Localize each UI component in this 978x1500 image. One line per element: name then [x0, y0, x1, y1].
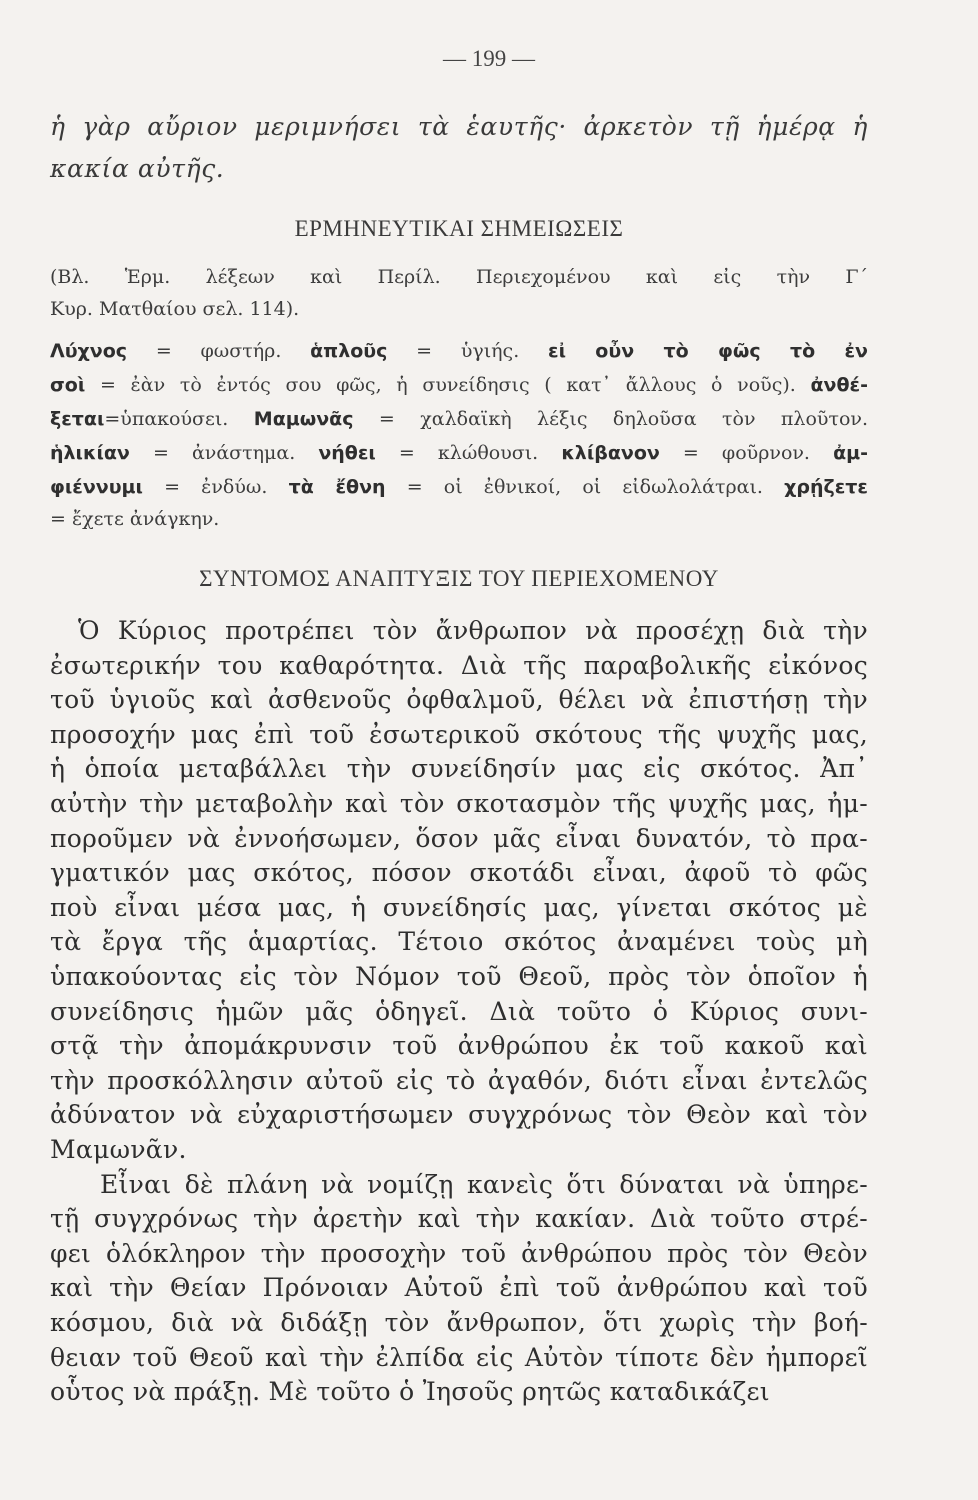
summary-line: τὰ ἔργα τῆς ἁμαρτίας. Τέτοιο σκότος ἀναμένει τοὺς μὴ	[50, 927, 868, 956]
definition: = φοῦρνον.	[659, 442, 834, 464]
notes-ref-line-1: (Βλ. Ἑρμ. λέξεων καὶ Περίλ. Περιεχομένου καὶ εἰς τὴν Γ΄	[50, 266, 868, 288]
summary-line: ἀδύνατον νὰ εὐχαριστήσωμεν συγχρόνως τὸν Θεὸν καὶ τὸν	[50, 1100, 868, 1129]
summary-line: Ὁ Κύριος προτρέπει τὸν ἄνθρωπον νὰ προσέχῃ διὰ τὴν	[78, 616, 868, 645]
summary-line: φει ὁλόκληρον τὴν προσοχὴν τοῦ ἀνθρώπου πρὸς τὸν Θεὸν	[50, 1239, 868, 1268]
term: νήθει	[318, 442, 376, 464]
summary-line: ὑπακούοντας εἰς τὸν Νόμον τοῦ Θεοῦ, πρὸς τὸν ὁποῖον ἡ	[50, 962, 868, 991]
summary-line: στᾷ τὴν ἀπομάκρυνσιν τοῦ ἀνθρώπου ἐκ τοῦ κακοῦ καὶ	[50, 1031, 868, 1060]
summary-line: κόσμου, διὰ νὰ διδάξῃ τὸν ἄνθρωπον, ὅτι χωρὶς τὴν βοή-	[50, 1308, 868, 1337]
summary-line: τοῦ ὑγιοῦς καὶ ἀσθενοῦς ὀφθαλμοῦ, θέλει νὰ ἐπιστήσῃ τὴν	[50, 685, 868, 714]
summary-line: ποροῦμεν νὰ ἐννοήσωμεν, ὅσον μᾶς εἶναι δυνατόν, τὸ πρα-	[50, 824, 868, 853]
notes-line-4	[50, 442, 868, 464]
term: εἰ οὖν τὸ φῶς τὸ ἐν	[548, 340, 868, 362]
term: ξεται	[50, 408, 105, 430]
definition: =ὑπακούσει.	[104, 408, 254, 430]
term: χρῄζετε	[784, 476, 868, 498]
summary-line: ποὺ εἶναι μέσα μας, ἡ συνείδησίς μας, γίνεται σκότος μὲ	[50, 893, 868, 922]
summary-line: ἡ ὁποία μεταβάλλει τὴν συνείδησίν μας εἰς σκότος. Ἀπ᾽	[50, 754, 868, 783]
notes-line-1	[50, 340, 868, 362]
summary-line: Εἶναι δὲ πλάνη νὰ νομίζῃ κανεὶς ὅτι δύναται νὰ ὑπηρε-	[100, 1170, 868, 1199]
summary-line: γματικόν μας σκότος, πόσον σκοτάδι εἶναι, ἀφοῦ τὸ φῶς	[50, 858, 868, 887]
term: ἡλικίαν	[50, 442, 130, 464]
summary-line: αὐτὴν τὴν μεταβολὴν καὶ τὸν σκοτασμὸν τῆς ψυχῆς μας, ἠμ-	[50, 789, 868, 818]
definition: = οἱ ἐθνικοί, οἱ εἰδωλολάτραι.	[385, 476, 785, 498]
term: ἁπλοῦς	[310, 340, 388, 362]
summary-line: ἐσωτερικήν του καθαρότητα. Διὰ τῆς παραβολικῆς εἰκόνος	[50, 651, 868, 680]
summary-line: καὶ τὴν Θείαν Πρόνοιαν Αὐτοῦ ἐπὶ τοῦ ἀνθρώπου καὶ τοῦ	[50, 1273, 868, 1302]
page-number: — 199 —	[443, 46, 535, 71]
notes-line-3	[50, 408, 868, 430]
summary-line: τῇ συγχρόνως τὴν ἀρετὴν καὶ τὴν κακίαν. Διὰ τοῦτο στρέ-	[50, 1204, 868, 1233]
summary-line: συνείδησις ἡμῶν μᾶς ὁδηγεῖ. Διὰ τοῦτο ὁ Κύριος συνι-	[50, 997, 868, 1026]
summary-line: τὴν προσκόλλησιν αὐτοῦ εἰς τὸ ἀγαθόν, διότι εἶναι ἐντελῶς	[50, 1066, 868, 1095]
notes-line-6: = ἔχετε ἀνάγκην.	[50, 508, 220, 530]
verse-line-1: ἡ γὰρ αὔριον μεριμνήσει τὰ ἑαυτῆς· ἀρκετὸν τῇ ἡμέρᾳ ἡ	[50, 112, 868, 141]
summary-line: θειαν τοῦ Θεοῦ καὶ τὴν ἐλπίδα εἰς Αὐτὸν τίποτε δὲν ἠμπορεῖ	[50, 1343, 868, 1372]
definition: = κλώθουσι.	[375, 442, 562, 464]
definition: = ἐνδύω.	[142, 476, 289, 498]
definition: = ἀνάστημα.	[129, 442, 319, 464]
definition: = χαλδαϊκὴ λέξις δηλοῦσα τὸν πλοῦτον.	[353, 408, 868, 430]
term: Λύχνος	[50, 340, 128, 362]
notes-line-5	[50, 476, 868, 498]
summary-line: προσοχήν μας ἐπὶ τοῦ ἐσωτερικοῦ σκότους τῆς ψυχῆς μας,	[50, 720, 868, 749]
term: τὰ ἔθνη	[288, 476, 386, 498]
notes-line-2	[50, 374, 868, 396]
term: κλίβανον	[561, 442, 660, 464]
definition: = φωστήρ.	[127, 340, 311, 362]
notes-heading: ΕΡΜΗΝΕΥΤΙΚΑΙ ΣΗΜΕΙΩΣΕΙΣ	[294, 216, 624, 241]
term: σοὶ	[50, 374, 86, 396]
term: ἀμ-	[833, 442, 868, 464]
term: ἀνθέ-	[810, 374, 868, 396]
summary-heading: ΣΥΝΤΟΜΟΣ ΑΝΑΠΤΥΞΙΣ ΤΟΥ ΠΕΡΙΕΧΟΜΕΝΟΥ	[199, 566, 719, 591]
summary-line: οὗτος νὰ πράξῃ. Μὲ τοῦτο ὁ Ἰησοῦς ρητῶς καταδικάζει	[50, 1377, 770, 1406]
notes-ref-line-2: Κυρ. Ματθαίου σελ. 114).	[50, 298, 300, 320]
definition: = ὑγιής.	[387, 340, 548, 362]
definition: = ἐὰν τὸ ἐντός σου φῶς, ἡ συνείδησις ( κατ᾽ ἄλλους ὁ νοῦς).	[85, 374, 811, 396]
term: φιέννυμι	[50, 476, 143, 498]
summary-line: Μαμωνᾶν.	[50, 1135, 187, 1164]
verse-line-2: κακία αὐτῆς.	[50, 154, 225, 183]
term: Μαμωνᾶς	[253, 408, 354, 430]
